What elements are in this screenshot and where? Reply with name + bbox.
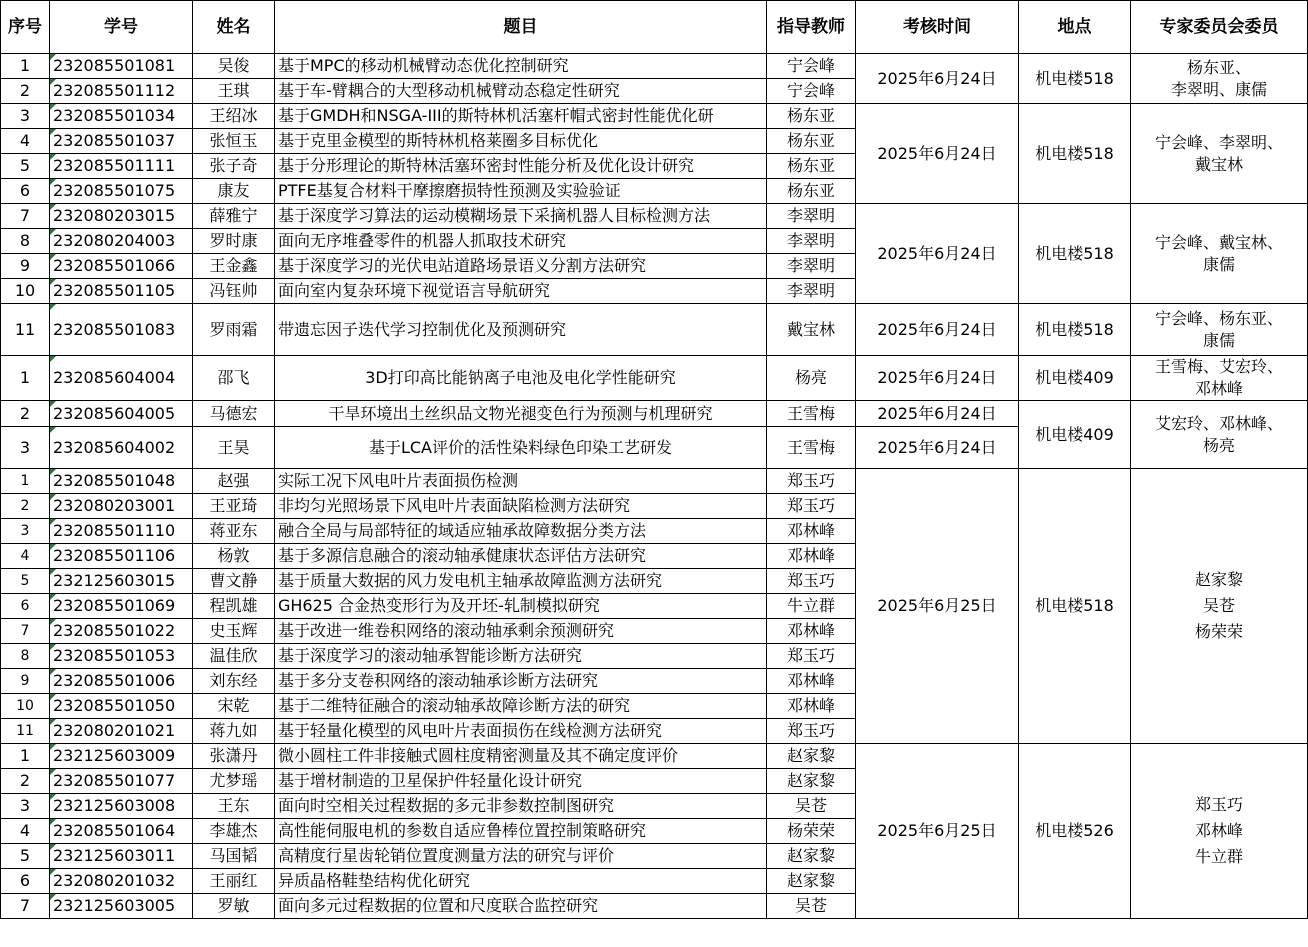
row-student-id: 232085604004 bbox=[50, 356, 193, 401]
row-student-id: 232080201021 bbox=[50, 719, 193, 744]
row-title: 微小圆柱工件非接触式圆柱度精密测量及其不确定度评价 bbox=[275, 744, 767, 769]
table-row bbox=[1, 356, 1308, 401]
group-exam-time: 2025年6月24日 bbox=[856, 427, 1019, 469]
row-student-name: 刘东经 bbox=[193, 669, 275, 694]
row-advisor: 杨亮 bbox=[767, 356, 856, 401]
row-advisor: 邓林峰 bbox=[767, 669, 856, 694]
group-committee: 郑玉巧 邓林峰 牛立群 bbox=[1131, 744, 1308, 919]
group-location: 机电楼518 bbox=[1019, 304, 1131, 356]
row-student-name: 王丽红 bbox=[193, 869, 275, 894]
row-student-name: 曹文静 bbox=[193, 569, 275, 594]
group-location: 机电楼518 bbox=[1019, 204, 1131, 304]
row-advisor: 李翠明 bbox=[767, 229, 856, 254]
row-student-name: 赵强 bbox=[193, 469, 275, 494]
row-title: 3D打印高比能钠离子电池及电化学性能研究 bbox=[275, 356, 767, 401]
row-student-id: 232085501083 bbox=[50, 304, 193, 356]
row-advisor: 邓林峰 bbox=[767, 544, 856, 569]
row-seq: 9 bbox=[1, 669, 50, 694]
row-student-name: 罗敏 bbox=[193, 894, 275, 919]
row-title: 基于深度学习的滚动轴承智能诊断方法研究 bbox=[275, 644, 767, 669]
row-student-id: 232085501106 bbox=[50, 544, 193, 569]
table-row bbox=[1, 744, 1308, 769]
row-seq: 7 bbox=[1, 204, 50, 229]
row-title: 非均匀光照场景下风电叶片表面缺陷检测方法研究 bbox=[275, 494, 767, 519]
row-advisor: 邓林峰 bbox=[767, 619, 856, 644]
row-seq: 11 bbox=[1, 304, 50, 356]
table-row bbox=[1, 204, 1308, 229]
header-student-id: 学号 bbox=[50, 1, 193, 54]
row-seq: 1 bbox=[1, 54, 50, 79]
row-student-id: 232085501050 bbox=[50, 694, 193, 719]
group-committee: 宁会峰、李翠明、 戴宝林 bbox=[1131, 104, 1308, 204]
row-title: 基于分形理论的斯特林活塞环密封性能分析及优化设计研究 bbox=[275, 154, 767, 179]
row-title: 实际工况下风电叶片表面损伤检测 bbox=[275, 469, 767, 494]
row-title: 带遗忘因子迭代学习控制优化及预测研究 bbox=[275, 304, 767, 356]
row-student-name: 尤梦瑶 bbox=[193, 769, 275, 794]
table-row bbox=[1, 104, 1308, 129]
row-student-name: 王昊 bbox=[193, 427, 275, 469]
row-student-id: 232085501110 bbox=[50, 519, 193, 544]
row-seq: 3 bbox=[1, 104, 50, 129]
row-title: 面向时空相关过程数据的多元非参数控制图研究 bbox=[275, 794, 767, 819]
row-student-name: 康友 bbox=[193, 179, 275, 204]
row-student-name: 史玉辉 bbox=[193, 619, 275, 644]
row-advisor: 杨东亚 bbox=[767, 129, 856, 154]
row-seq: 7 bbox=[1, 894, 50, 919]
row-student-id: 232080204003 bbox=[50, 229, 193, 254]
group-location: 机电楼409 bbox=[1019, 401, 1131, 469]
row-seq: 1 bbox=[1, 356, 50, 401]
row-student-name: 王绍冰 bbox=[193, 104, 275, 129]
row-title: PTFE基复合材料干摩擦磨损特性预测及实验验证 bbox=[275, 179, 767, 204]
row-advisor: 赵家黎 bbox=[767, 744, 856, 769]
row-advisor: 郑玉巧 bbox=[767, 469, 856, 494]
row-student-name: 邵飞 bbox=[193, 356, 275, 401]
row-seq: 3 bbox=[1, 427, 50, 469]
row-student-name: 吴俊 bbox=[193, 54, 275, 79]
row-seq: 5 bbox=[1, 569, 50, 594]
group-committee: 艾宏玲、邓林峰、 杨亮 bbox=[1131, 401, 1308, 469]
row-student-name: 蒋九如 bbox=[193, 719, 275, 744]
row-title: 融合全局与局部特征的域适应轴承故障数据分类方法 bbox=[275, 519, 767, 544]
header-committee: 专家委员会委员 bbox=[1131, 1, 1308, 54]
row-title: 基于增材制造的卫星保护件轻量化设计研究 bbox=[275, 769, 767, 794]
group-location: 机电楼518 bbox=[1019, 469, 1131, 744]
row-title: 高精度行星齿轮销位置度测量方法的研究与评价 bbox=[275, 844, 767, 869]
row-student-id: 232085501077 bbox=[50, 769, 193, 794]
row-title: 基于车-臂耦合的大型移动机械臂动态稳定性研究 bbox=[275, 79, 767, 104]
row-seq: 5 bbox=[1, 154, 50, 179]
row-student-id: 232080203001 bbox=[50, 494, 193, 519]
row-seq: 8 bbox=[1, 229, 50, 254]
group-location: 机电楼518 bbox=[1019, 104, 1131, 204]
row-advisor: 邓林峰 bbox=[767, 694, 856, 719]
group-committee: 赵家黎 吴苍 杨荣荣 bbox=[1131, 469, 1308, 744]
row-student-name: 王金鑫 bbox=[193, 254, 275, 279]
group-exam-time: 2025年6月24日 bbox=[856, 104, 1019, 204]
row-seq: 6 bbox=[1, 594, 50, 619]
row-title: 面向室内复杂环境下视觉语言导航研究 bbox=[275, 279, 767, 304]
row-advisor: 郑玉巧 bbox=[767, 719, 856, 744]
header-seq: 序号 bbox=[1, 1, 50, 54]
row-advisor: 宁会峰 bbox=[767, 54, 856, 79]
row-advisor: 王雪梅 bbox=[767, 427, 856, 469]
row-seq: 2 bbox=[1, 401, 50, 427]
row-student-name: 罗雨霜 bbox=[193, 304, 275, 356]
row-title: 异质晶格鞋垫结构优化研究 bbox=[275, 869, 767, 894]
row-title: 基于质量大数据的风力发电机主轴承故障监测方法研究 bbox=[275, 569, 767, 594]
row-advisor: 郑玉巧 bbox=[767, 494, 856, 519]
header-name: 姓名 bbox=[193, 1, 275, 54]
row-seq: 10 bbox=[1, 279, 50, 304]
row-title: 基于二维特征融合的滚动轴承故障诊断方法的研究 bbox=[275, 694, 767, 719]
row-student-id: 232080203015 bbox=[50, 204, 193, 229]
group-committee: 王雪梅、艾宏玲、 邓林峰 bbox=[1131, 356, 1308, 401]
row-advisor: 吴苍 bbox=[767, 794, 856, 819]
row-student-name: 张恒玉 bbox=[193, 129, 275, 154]
row-student-name: 马国韬 bbox=[193, 844, 275, 869]
row-student-id: 232125603009 bbox=[50, 744, 193, 769]
table-row bbox=[1, 469, 1308, 494]
row-seq: 2 bbox=[1, 494, 50, 519]
row-seq: 8 bbox=[1, 644, 50, 669]
group-exam-time: 2025年6月24日 bbox=[856, 54, 1019, 104]
row-student-id: 232125603005 bbox=[50, 894, 193, 919]
row-student-id: 232085501064 bbox=[50, 819, 193, 844]
row-advisor: 杨东亚 bbox=[767, 154, 856, 179]
row-advisor: 郑玉巧 bbox=[767, 569, 856, 594]
header-advisor: 指导教师 bbox=[767, 1, 856, 54]
row-title: 干旱环境出土丝织品文物光褪变色行为预测与机理研究 bbox=[275, 401, 767, 427]
row-advisor: 杨荣荣 bbox=[767, 819, 856, 844]
row-student-name: 罗时康 bbox=[193, 229, 275, 254]
row-seq: 4 bbox=[1, 129, 50, 154]
row-title: 基于深度学习的光伏电站道路场景语义分割方法研究 bbox=[275, 254, 767, 279]
row-student-name: 王琪 bbox=[193, 79, 275, 104]
row-title: GH625 合金热变形行为及开坯-轧制模拟研究 bbox=[275, 594, 767, 619]
row-student-id: 232085501037 bbox=[50, 129, 193, 154]
row-student-name: 薛雅宁 bbox=[193, 204, 275, 229]
group-committee: 宁会峰、杨东亚、 康儒 bbox=[1131, 304, 1308, 356]
table-row bbox=[1, 304, 1308, 356]
row-student-id: 232085501048 bbox=[50, 469, 193, 494]
row-title: 基于MPC的移动机械臂动态优化控制研究 bbox=[275, 54, 767, 79]
row-student-id: 232085501066 bbox=[50, 254, 193, 279]
group-location: 机电楼518 bbox=[1019, 54, 1131, 104]
row-advisor: 郑玉巧 bbox=[767, 644, 856, 669]
row-student-name: 张子奇 bbox=[193, 154, 275, 179]
group-location: 机电楼526 bbox=[1019, 744, 1131, 919]
row-seq: 4 bbox=[1, 819, 50, 844]
row-student-id: 232085501111 bbox=[50, 154, 193, 179]
row-seq: 10 bbox=[1, 694, 50, 719]
row-student-id: 232085501081 bbox=[50, 54, 193, 79]
row-seq: 3 bbox=[1, 794, 50, 819]
group-location: 机电楼409 bbox=[1019, 356, 1131, 401]
row-title: 基于GMDH和NSGA-III的斯特林机活塞杆帽式密封性能优化研 bbox=[275, 104, 767, 129]
row-advisor: 吴苍 bbox=[767, 894, 856, 919]
row-student-name: 蒋亚东 bbox=[193, 519, 275, 544]
row-seq: 2 bbox=[1, 769, 50, 794]
row-advisor: 李翠明 bbox=[767, 279, 856, 304]
row-title: 面向无序堆叠零件的机器人抓取技术研究 bbox=[275, 229, 767, 254]
row-title: 基于多源信息融合的滚动轴承健康状态评估方法研究 bbox=[275, 544, 767, 569]
row-student-id: 232085501022 bbox=[50, 619, 193, 644]
row-student-id: 232085604005 bbox=[50, 401, 193, 427]
row-title: 基于轻量化模型的风电叶片表面损伤在线检测方法研究 bbox=[275, 719, 767, 744]
row-advisor: 赵家黎 bbox=[767, 769, 856, 794]
row-seq: 1 bbox=[1, 469, 50, 494]
row-seq: 1 bbox=[1, 744, 50, 769]
row-student-id: 232085501069 bbox=[50, 594, 193, 619]
row-advisor: 戴宝林 bbox=[767, 304, 856, 356]
row-student-id: 232085501075 bbox=[50, 179, 193, 204]
row-title: 基于克里金模型的斯特林机格莱圈多目标优化 bbox=[275, 129, 767, 154]
group-exam-time: 2025年6月25日 bbox=[856, 744, 1019, 919]
row-student-name: 温佳欣 bbox=[193, 644, 275, 669]
row-student-id: 232085501105 bbox=[50, 279, 193, 304]
row-student-id: 232125603015 bbox=[50, 569, 193, 594]
row-student-name: 王东 bbox=[193, 794, 275, 819]
group-committee: 宁会峰、戴宝林、 康儒 bbox=[1131, 204, 1308, 304]
row-student-name: 杨敦 bbox=[193, 544, 275, 569]
row-advisor: 杨东亚 bbox=[767, 179, 856, 204]
group-exam-time: 2025年6月24日 bbox=[856, 356, 1019, 401]
row-advisor: 宁会峰 bbox=[767, 79, 856, 104]
row-advisor: 杨东亚 bbox=[767, 104, 856, 129]
row-student-name: 李雄杰 bbox=[193, 819, 275, 844]
row-title: 高性能伺服电机的参数自适应鲁棒位置控制策略研究 bbox=[275, 819, 767, 844]
header-location: 地点 bbox=[1019, 1, 1131, 54]
row-seq: 7 bbox=[1, 619, 50, 644]
row-advisor: 牛立群 bbox=[767, 594, 856, 619]
row-student-name: 宋乾 bbox=[193, 694, 275, 719]
group-exam-time: 2025年6月24日 bbox=[856, 401, 1019, 427]
row-student-name: 程凯雄 bbox=[193, 594, 275, 619]
group-committee: 杨东亚、 李翠明、康儒 bbox=[1131, 54, 1308, 104]
row-seq: 9 bbox=[1, 254, 50, 279]
row-student-id: 232085501034 bbox=[50, 104, 193, 129]
table-row bbox=[1, 54, 1308, 79]
row-student-id: 232080201032 bbox=[50, 869, 193, 894]
header-exam-time: 考核时间 bbox=[856, 1, 1019, 54]
group-exam-time: 2025年6月24日 bbox=[856, 204, 1019, 304]
row-advisor: 李翠明 bbox=[767, 254, 856, 279]
row-title: 面向多元过程数据的位置和尺度联合监控研究 bbox=[275, 894, 767, 919]
row-title: 基于多分支卷积网络的滚动轴承诊断方法研究 bbox=[275, 669, 767, 694]
row-title: 基于LCA评价的活性染料绿色印染工艺研发 bbox=[275, 427, 767, 469]
header-row bbox=[1, 1, 1308, 54]
row-seq: 6 bbox=[1, 179, 50, 204]
header-title: 题目 bbox=[275, 1, 767, 54]
group-exam-time: 2025年6月24日 bbox=[856, 304, 1019, 356]
row-title: 基于改进一维卷积网络的滚动轴承剩余预测研究 bbox=[275, 619, 767, 644]
row-student-name: 冯钰帅 bbox=[193, 279, 275, 304]
table-row bbox=[1, 401, 1308, 427]
row-student-id: 232085501006 bbox=[50, 669, 193, 694]
row-advisor: 邓林峰 bbox=[767, 519, 856, 544]
row-seq: 2 bbox=[1, 79, 50, 104]
row-student-id: 232085501053 bbox=[50, 644, 193, 669]
row-title: 基于深度学习算法的运动模糊场景下采摘机器人目标检测方法 bbox=[275, 204, 767, 229]
row-student-name: 张潇丹 bbox=[193, 744, 275, 769]
row-student-name: 王亚琦 bbox=[193, 494, 275, 519]
row-seq: 6 bbox=[1, 869, 50, 894]
row-seq: 11 bbox=[1, 719, 50, 744]
row-student-id: 232085604002 bbox=[50, 427, 193, 469]
row-advisor: 王雪梅 bbox=[767, 401, 856, 427]
row-student-id: 232125603008 bbox=[50, 794, 193, 819]
row-student-id: 232125603011 bbox=[50, 844, 193, 869]
row-seq: 3 bbox=[1, 519, 50, 544]
row-seq: 5 bbox=[1, 844, 50, 869]
group-exam-time: 2025年6月25日 bbox=[856, 469, 1019, 744]
row-student-id: 232085501112 bbox=[50, 79, 193, 104]
row-student-name: 马德宏 bbox=[193, 401, 275, 427]
row-advisor: 李翠明 bbox=[767, 204, 856, 229]
row-seq: 4 bbox=[1, 544, 50, 569]
row-advisor: 赵家黎 bbox=[767, 869, 856, 894]
row-advisor: 赵家黎 bbox=[767, 844, 856, 869]
